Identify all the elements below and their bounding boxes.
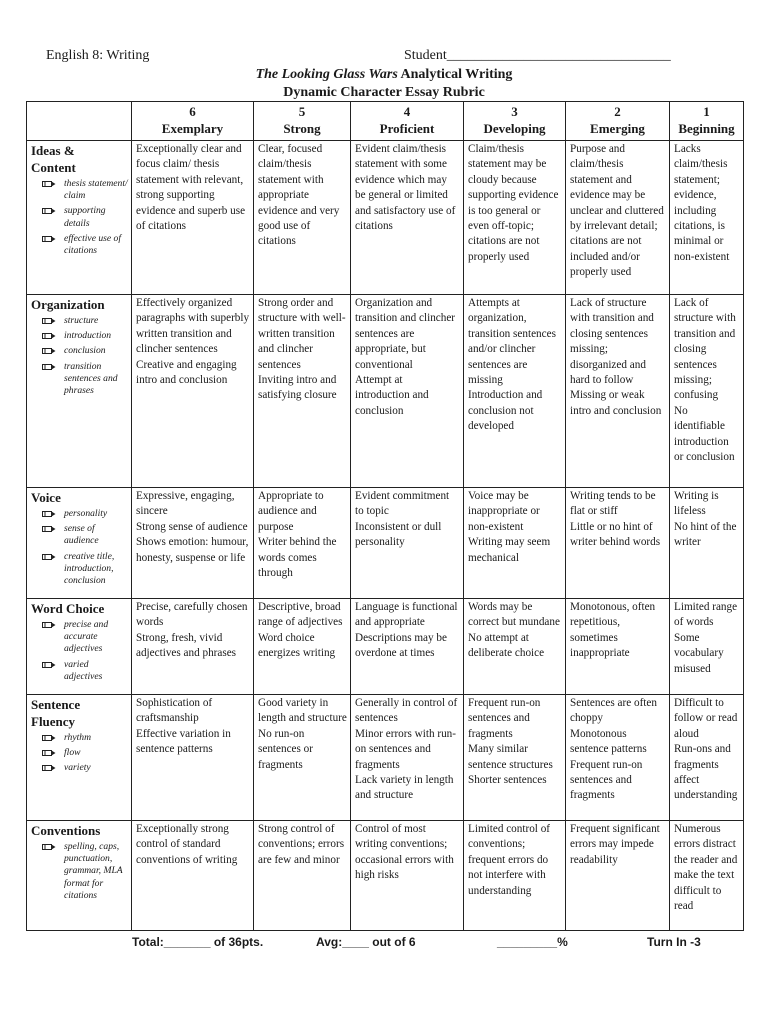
criterion-item (31, 178, 128, 202)
level-header (132, 102, 254, 141)
criterion-item (31, 233, 128, 257)
category-name: Word Choice (31, 601, 105, 616)
pencil-bullet-icon (42, 332, 56, 340)
descriptor-text: Little or no hint of writer behind words (570, 520, 661, 549)
pencil-bullet-icon (42, 621, 56, 629)
category-name-line2: Content (31, 160, 76, 175)
descriptor-text: Limited control of conventions; frequent errors do not interfere with understanding (468, 823, 551, 897)
descriptor-text: Strong sense of audience (136, 520, 248, 533)
descriptor-text: Descriptions may be overdone at times (355, 631, 447, 660)
criterion-item (31, 659, 128, 683)
level-score: 2 (614, 104, 621, 119)
pencil-bullet-icon (42, 749, 56, 757)
descriptor-text: Lack of structure with transition and closing sentences missing; confusing (674, 297, 736, 402)
category-name: Ideas & (31, 143, 75, 158)
level-score: 1 (703, 104, 710, 119)
descriptor-cell (351, 141, 464, 295)
descriptor-cell (566, 599, 670, 695)
descriptor-text: Monotonous sentence patterns (570, 727, 647, 756)
book-title: The Looking Glass Wars (255, 67, 398, 82)
category-name-line2: Fluency (31, 714, 76, 729)
descriptor-text: Exceptionally strong control of standard conventions of writing (136, 823, 238, 866)
pencil-bullet-icon (42, 764, 56, 772)
rubric-subtitle: Dynamic Character Essay Rubric (283, 85, 485, 100)
descriptor-cell (566, 695, 670, 821)
descriptor-cell (254, 295, 351, 488)
descriptor-text: No attempt at deliberate choice (468, 631, 545, 660)
descriptor-text: Writing may seem mechanical (468, 536, 551, 564)
level-header (464, 102, 566, 141)
descriptor-text: Attempt at introduction and conclusion (355, 374, 429, 417)
criterion-item (31, 762, 128, 774)
descriptor-cell (670, 821, 744, 931)
descriptor-cell (566, 295, 670, 488)
title-rest: Analytical Writing (397, 67, 513, 82)
descriptor-text: Word choice energizes writing (258, 631, 336, 660)
criterion-label: structure (64, 315, 99, 326)
descriptor-cell (254, 695, 351, 821)
descriptor-cell (464, 599, 566, 695)
criterion-label: flow (64, 747, 81, 759)
descriptor-text: Numerous errors distract the reader and make the text difficult to read (674, 823, 738, 913)
descriptor-text: No run-on sentences or fragments (258, 727, 313, 771)
pencil-bullet-icon (42, 180, 56, 188)
descriptor-cell (670, 599, 744, 695)
criterion-label: transition sentences and phrases (64, 360, 118, 397)
descriptor-text: Effective variation in sentence patterns (136, 727, 231, 756)
level-score: 6 (189, 104, 196, 119)
criterion-item (31, 205, 128, 229)
category-name: Conventions (31, 823, 101, 838)
descriptor-text: Strong control of conventions; errors are few and minor (258, 823, 345, 866)
pencil-bullet-icon (42, 734, 56, 742)
descriptor-cell (464, 821, 566, 931)
descriptor-text: Frequent significant errors may impede readability (570, 823, 660, 866)
criterion-item (31, 508, 128, 520)
level-score: 5 (298, 104, 306, 119)
descriptor-cell (254, 599, 351, 695)
descriptor-text: Some vocabulary misused (674, 631, 724, 675)
descriptor-text: Attempts at organization, transition sentences and/or clincher sentences are missing (468, 297, 556, 387)
criterion-item (31, 523, 128, 547)
criterion-item (31, 361, 128, 398)
descriptor-text: Introduction and conclusion not developed (468, 389, 543, 433)
descriptor-text: Sophistication of craftsmanship (136, 697, 213, 725)
rubric-row (27, 295, 744, 488)
criterion-label: varied adjectives (64, 658, 103, 682)
category-cell (27, 141, 132, 295)
descriptor-text: Limited range of words (674, 601, 738, 629)
criterion-label: sense of audience (64, 523, 99, 547)
descriptor-text: Difficult to follow or read aloud (674, 697, 738, 740)
category-criteria (31, 732, 128, 775)
descriptor-cell (351, 821, 464, 931)
descriptor-text: Strong, fresh, vivid adjectives and phrases (136, 631, 237, 660)
rubric-row (27, 695, 744, 821)
descriptor-cell (351, 695, 464, 821)
pencil-bullet-icon (42, 207, 56, 215)
descriptor-cell (132, 488, 254, 599)
descriptor-cell (254, 821, 351, 931)
level-score: 3 (511, 104, 518, 119)
criterion-label: creative title, introduction, conclusion (64, 550, 115, 587)
descriptor-cell (566, 821, 670, 931)
descriptor-cell (254, 488, 351, 599)
descriptor-text: Lacks claim/thesis statement; evidence, including citations, is minimal or non-existent (674, 143, 730, 263)
descriptor-cell (464, 488, 566, 599)
descriptor-text: Frequent run-on sentences and fragments (570, 758, 643, 802)
descriptor-cell (132, 821, 254, 931)
rubric-row (27, 821, 744, 931)
total-field: Total:_______ of 36pts. (132, 935, 264, 949)
percent-field: _________% (497, 935, 568, 949)
rubric-title (0, 67, 768, 83)
criterion-item (31, 330, 128, 342)
descriptor-text: Clear, focused claim/thesis statement with appropriate evidence and very good use of citations (258, 143, 340, 248)
criterion-label: supporting details (64, 205, 106, 229)
category-criteria (31, 178, 128, 257)
category-criteria (31, 508, 128, 587)
descriptor-text: Run-ons and fragments affect understanding (674, 743, 738, 802)
descriptor-text: No hint of the writer (674, 520, 737, 549)
category-name: Voice (31, 490, 61, 505)
criterion-label: introduction (64, 330, 112, 342)
level-name: Emerging (590, 121, 645, 136)
level-header (670, 102, 744, 141)
pencil-bullet-icon (42, 363, 56, 371)
rubric-row (27, 599, 744, 695)
descriptor-cell (670, 695, 744, 821)
descriptor-text: Words may be correct but mundane (468, 601, 560, 629)
turn-in-label: Turn In -3 (647, 935, 701, 949)
descriptor-cell (254, 141, 351, 295)
descriptor-cell (132, 141, 254, 295)
level-name: Exemplary (161, 121, 224, 136)
descriptor-cell (132, 295, 254, 488)
descriptor-cell (566, 488, 670, 599)
descriptor-text: Evident commitment to topic (355, 490, 450, 518)
descriptor-text: Writing tends to be flat or stiff (570, 490, 656, 518)
category-name: Sentence (31, 697, 81, 712)
descriptor-text: Minor errors with run-on sentences and fragments (355, 727, 456, 771)
category-cell (27, 599, 132, 695)
criterion-label: spelling, caps, punctuation, grammar, MLA format for citations (64, 841, 123, 901)
average-field: Avg:____ out of 6 (316, 935, 416, 949)
level-name: Developing (483, 121, 546, 136)
level-header (351, 102, 464, 141)
rubric-row (27, 488, 744, 599)
category-cell (27, 821, 132, 931)
category-name: Organization (31, 297, 105, 312)
descriptor-text: Descriptive, broad range of adjectives (258, 601, 343, 629)
descriptor-text: Shows emotion: humour, honesty, suspense or life (136, 536, 249, 564)
criterion-label: personality (64, 508, 108, 519)
rubric-row (27, 141, 744, 295)
descriptor-text: Writer behind the words comes through (258, 536, 337, 580)
pencil-bullet-icon (42, 553, 56, 561)
criterion-label: thesis statement/ claim (64, 178, 128, 202)
level-score: 4 (403, 104, 411, 119)
criterion-item (31, 619, 128, 656)
criterion-item (31, 747, 128, 759)
descriptor-text: Inviting intro and satisfying closure (258, 374, 337, 402)
descriptor-text: Shorter sentences (468, 774, 547, 787)
criterion-item (31, 345, 128, 357)
descriptor-text: Strong order and structure with well-written transition and clincher sentences (258, 297, 346, 371)
descriptor-text: Evident claim/thesis statement with some evidence which may be general or limited and satisfactory use of citations (355, 143, 456, 233)
category-criteria (31, 315, 128, 397)
category-criteria (31, 841, 128, 902)
criterion-item (31, 841, 128, 902)
pencil-bullet-icon (42, 843, 56, 851)
pencil-bullet-icon (42, 510, 56, 518)
pencil-bullet-icon (42, 235, 56, 243)
pencil-bullet-icon (42, 317, 56, 325)
descriptor-cell (670, 295, 744, 488)
level-header (254, 102, 351, 141)
student-name-line: Student________________________________ (404, 48, 671, 63)
descriptor-text: Purpose and claim/thesis statement and evidence may be unclear and cluttered by irrelevant detail; citations are not included and/or properly used (570, 143, 664, 279)
descriptor-cell (566, 141, 670, 295)
category-criteria (31, 619, 128, 683)
descriptor-text: Good variety in length and structure (258, 697, 347, 725)
category-cell (27, 695, 132, 821)
descriptor-cell (132, 695, 254, 821)
descriptor-text: Control of most writing conventions; occasional errors with high risks (355, 823, 454, 882)
pencil-bullet-icon (42, 525, 56, 533)
level-name: Proficient (379, 121, 435, 136)
criterion-label: effective use of citations (64, 232, 122, 257)
descriptor-text: Expressive, engaging, sincere (136, 490, 235, 518)
descriptor-text: Sentences are often choppy (570, 697, 657, 725)
level-name: Strong (283, 121, 321, 136)
descriptor-cell (464, 695, 566, 821)
descriptor-cell (351, 599, 464, 695)
descriptor-text: Precise, carefully chosen words (136, 601, 248, 629)
descriptor-cell (132, 599, 254, 695)
criterion-item (31, 315, 128, 327)
criterion-label: variety (64, 762, 91, 774)
descriptor-text: Many similar sentence structures (468, 743, 553, 771)
descriptor-text: Generally in control of sentences (355, 697, 458, 725)
descriptor-text: Exceptionally clear and focus claim/ thesis statement with relevant, strong supporting evidence and superb use of citations (136, 143, 246, 233)
descriptor-text: Creative and engaging intro and conclusion (136, 358, 237, 387)
descriptor-text: Inconsistent or dull personality (355, 520, 442, 549)
descriptor-text: Voice may be inappropriate or non-existent (468, 490, 540, 533)
descriptor-cell (670, 141, 744, 295)
descriptor-text: Lack of structure with transition and closing sentences missing; disorganized and hard to follow (570, 297, 654, 387)
descriptor-text: Appropriate to audience and purpose (258, 490, 324, 533)
category-cell (27, 295, 132, 488)
descriptor-text: Missing or weak intro and conclusion (570, 389, 662, 417)
descriptor-text: Writing is lifeless (674, 490, 719, 518)
descriptor-text: Effectively organized paragraphs with superbly written transition and clincher sentences (136, 297, 250, 356)
level-name: Beginning (678, 121, 735, 136)
descriptor-cell (464, 141, 566, 295)
descriptor-text: Claim/thesis statement may be cloudy because supporting evidence is too general or even off-topic; citations are not properly used (468, 143, 559, 263)
criterion-item (31, 732, 128, 744)
descriptor-text: Frequent run-on sentences and fragments (468, 697, 541, 740)
header-row (27, 102, 744, 141)
descriptor-text: Lack variety in length and structure (355, 774, 454, 802)
descriptor-cell (351, 295, 464, 488)
descriptor-cell (670, 488, 744, 599)
criterion-label: precise and accurate adjectives (64, 619, 109, 655)
pencil-bullet-icon (42, 661, 56, 669)
corner-cell (27, 102, 132, 141)
criterion-item (31, 551, 128, 588)
pencil-bullet-icon (42, 347, 56, 355)
criterion-label: rhythm (64, 732, 92, 743)
criterion-label: conclusion (64, 345, 106, 357)
descriptor-text: Language is functional and appropriate (355, 601, 458, 629)
level-header (566, 102, 670, 141)
category-cell (27, 488, 132, 599)
rubric-table (26, 101, 744, 931)
descriptor-text: Organization and transition and clincher sentences are appropriate, but conventional (355, 297, 456, 371)
descriptor-text: Monotonous, often repetitious, sometimes inappropriate (570, 601, 656, 660)
descriptor-text: No identifiable introduction or conclusion (674, 404, 735, 464)
descriptor-cell (351, 488, 464, 599)
course-label: English 8: Writing (46, 48, 150, 63)
descriptor-cell (464, 295, 566, 488)
